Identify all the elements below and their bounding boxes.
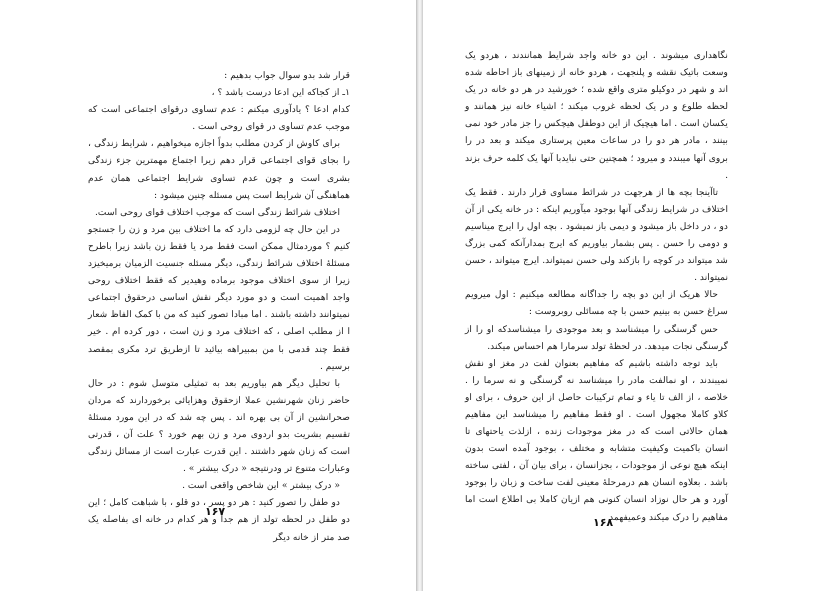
- paragraph: تاآینجا بچه ها از هرجهت در شرائط مساوی قرار دارند . فقط یک اختلاف در شرایط زندگی آنها بوجود میآوریم اینکه : در خانه یکی از آن دو ، در داخل باز میشود و دیمی باز نمیشود . بچه اول را ایرج میناسیم و دومی را حسن . پس بشمار بیاوریم که ایرج بمدارآنکه کمی بزرگ شد میتواند در کوچه را بازکند ولی حسن نمیتواند. ایرج میتواند ، حسن نمیتواند .: [465, 186, 728, 284]
- paragraph: برای کاوش از کردن مطلب بدواً اجازه میخواهیم ، شرایط زندگی ، را بجای قوای اجتماعی قرار دهم زیرا اجتماع مهمترین جزء زندگی بشری است و چون عدم تساوی شرایط اجتماعی همان عدم هماهنگی آن شرایط است پس مسئله چنین میشود :: [88, 138, 350, 201]
- right-page-text: [465, 47, 728, 526]
- paragraph: اختلاف شرائط زندگی است که موجب اختلاف قوای روحی است.: [95, 206, 340, 218]
- paragraph: باید توجه داشته باشیم که مفاهیم بعنوان لفت در مغز او نقش نمیبندند ، او نمالفت مادر را میشناسد نه گرسنگی و نه سرما را . خلاصه ، از الف تا یاء و تمام ترکیبات حاصل از این حروف ، برای او کلاو کاملا مجهول است . او فقط مفاهیم را میشناسد این مفاهیم همان حالاتی است که در مغز موجودات زنده ، ازلذت یاحتهای تا انسان باکمیت وکیفیت متشابه و مختلف ، بوجود آمده است بدون اینکه هیچ نوعی از موجودات ، بجزانسان ، برای بیان آن ، لفتی ساخته باشد . بعلاوه انسان هم درمرحلهٔ معینی لفت ساخت و زبان را بوجود آورد و هر حال نوزاد انسان کنونی هم ازیان کاملا بی اطلاع است اما مفاهیم را درک میکند وعمیفهمد .: [465, 357, 728, 523]
- page-number: ۱۶۸: [593, 516, 614, 529]
- paragraph: حس گرسنگی را میشناسد و بعد موجودی را میشناسدکه او را از گرسنگی نجات میدهد. در لحظهٔ تولد سرمارا هم احساس میکند.: [465, 323, 728, 352]
- paragraph: در این حال چه لزومی دارد که ما اختلاف بین مرد و زن را جستجو کنیم ؟ موردمثال ممکن است فقط مرد یا فقط زن باشد زیرا باطرح مسئلهٔ اختلاف شرائط زندگی، دیگر مسئله جنسیت الزمیان برمیخیزد زیرا از سوی اختلاف موجود برماده وهیدیر که فقط اختلاف روحی واجد اهمیت است و دو مورد دیگر نقش اساسی درحقوق اجتماعی نمیتوانند داشته باشند . اما مبادا تصور کنید که من با کمک الفاظ شعار ا از مطلب اصلی ، که اختلاف مرد و زن است ، دور کرده ام . خیر فقط چند قدمی با من بمبیراهه بیائید تا ازطریق ترد مکری بمقصد برسیم .: [88, 223, 350, 372]
- book-gutter: [416, 0, 423, 591]
- paragraph: دو طفل را تصور کنید : هر دو پسر ، دو قلو ، با شباهت کامل ؛ این دو طفل در لحظه تولد از هم جدا و هر کدام در خانه ای بفاصله یک صد متر از خانه دیگر: [88, 497, 350, 543]
- page-number: ۱۶۷: [205, 505, 226, 518]
- paragraph: قرار شد بدو سوال جواب بدهیم :: [224, 70, 350, 81]
- right-page: [423, 0, 837, 591]
- paragraph: « درک بیشتر » این شاخص واقعی است .: [182, 480, 340, 492]
- paragraph: کدام ادعا ؟ یادآوری میکنم : عدم تساوی درقوای اجتماعی است که موجب عدم تساوی در قوای روحی است .: [88, 104, 350, 133]
- left-page: [0, 0, 416, 591]
- paragraph: نگاهداری میشوند . این دو خانه واجد شرایط همانندند ، هردو یک وسعت باتیک نقشه و پلنجهت ، هردو خانه از زمینهای باز احاطه شده اند و شهر در دوکیلو متری واقع شده ؛ خورشید در هر دو خانه در یک لحظه طلوع و در یک لحظه غروب میکند ؛ اشیاء خانه نیز همانند و یکسان است . اما هیچیک از این دوطفل هیچکس را جز مادر خود نمی بینند ، مادر هر دو را در ساعات معین پرستاری میکند و بعد در را بروی آنها میبندد و میرود ؛ همچنین حتی نبایدبا آنها یک کلمه حرف بزند .: [465, 50, 728, 181]
- paragraph: ۱ـ از کجاکه این ادعا درست باشد ؟ ،: [211, 87, 350, 99]
- paragraph: حالا هریک از این دو بچه را جداگانه مطالعه میکنیم : اول میرویم سراغ حسن به بینیم حسن با چه مسائلی روبروست :: [465, 289, 728, 318]
- paragraph: با تحلیل دیگر هم بیاوریم بعد به تمثیلی متوسل شوم : در حال حاضر زنان شهرنشین عملا ازحقوق وهزایائی برخوردارند که مردان صحرانشین از آن بی بهره اند . پس چه شد که در این مورد مسئلهٔ تقسیم بشریت بدو اردوی مرد و زن بهم خورد ؟ علت آن ، قدرتی است که زنان شهر داشتند . این قدرت عبارت است از مسائل زندگی وعبارات متنوع تر ودرنتیجه « درک بیشتر » .: [88, 377, 350, 475]
- left-page-text: [88, 67, 350, 546]
